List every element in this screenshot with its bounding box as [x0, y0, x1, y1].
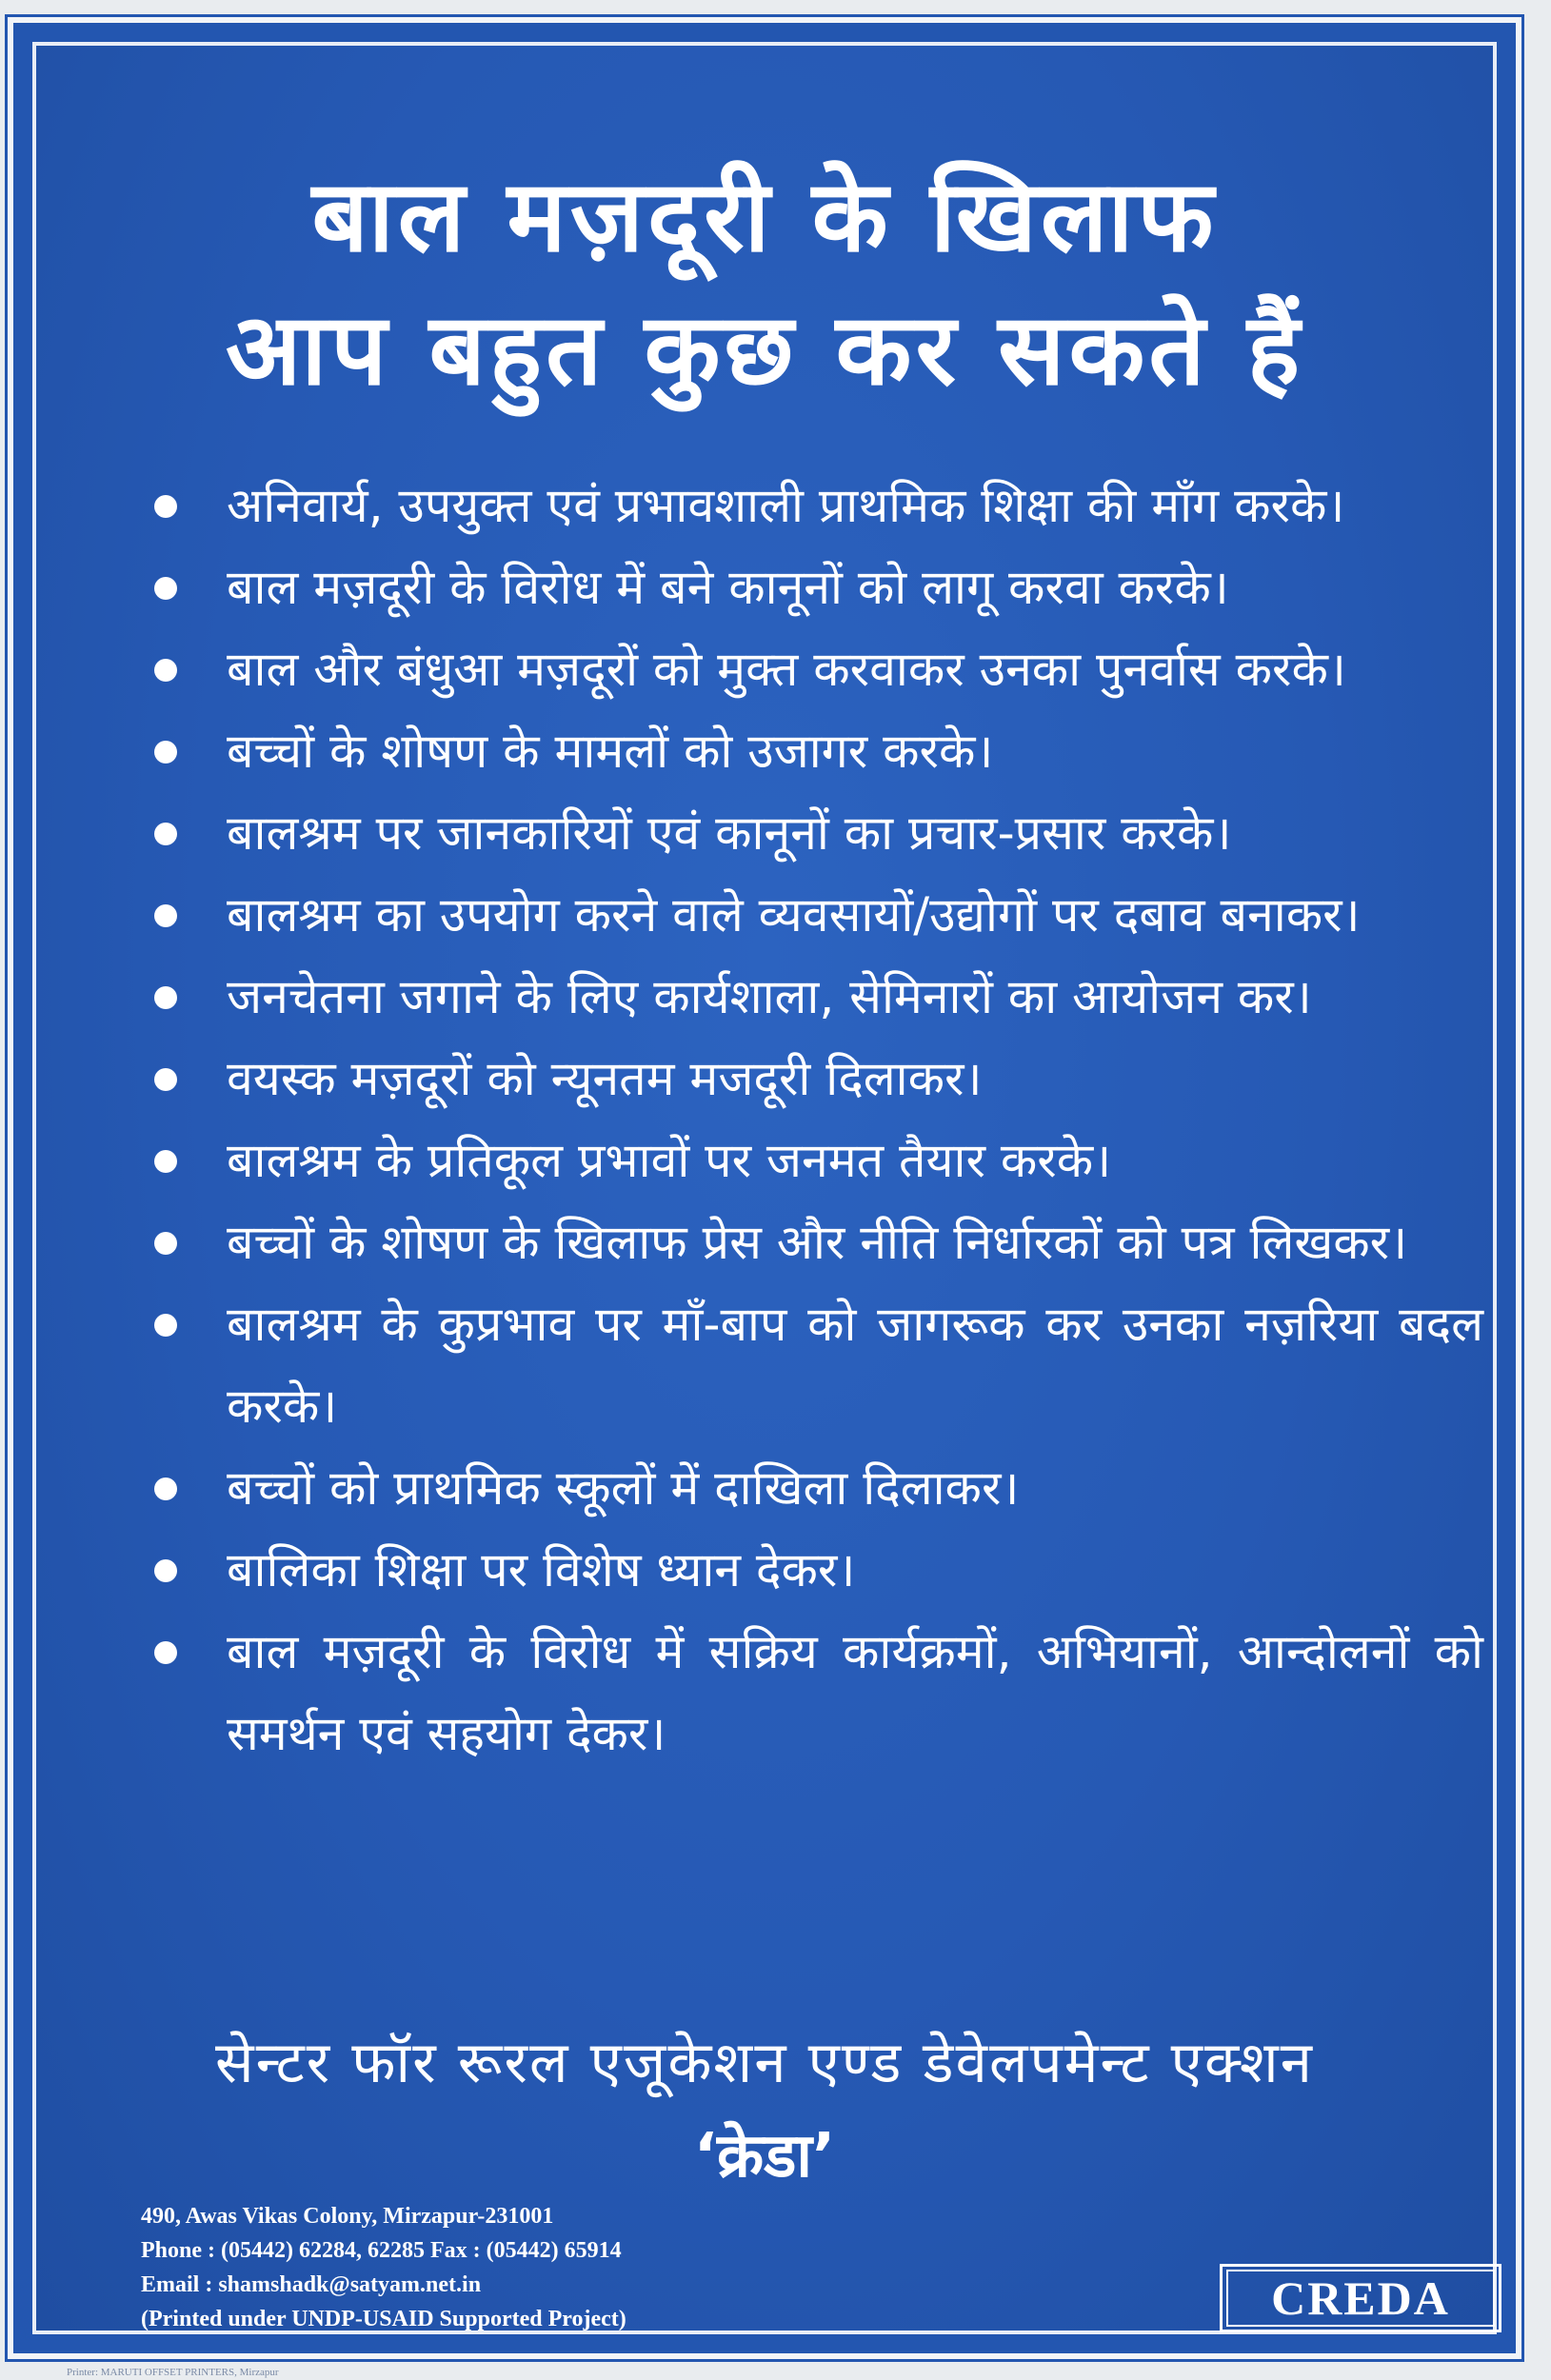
bullet-icon [154, 495, 177, 518]
action-point-text: बाल मज़दूरी के विरोध में सक्रिय कार्यक्रमों, अभियानों, आन्दोलनों को समर्थन एवं सहयोग देकर। [227, 1624, 1483, 1761]
action-point-text: बालिका शिक्षा पर विशेष ध्यान देकर। [227, 1542, 856, 1597]
action-point-text: बच्चों के शोषण के खिलाफ प्रेस और नीति निर्धारकों को पत्र लिखकर। [227, 1215, 1408, 1270]
action-point [141, 1529, 1483, 1611]
title-line-1: बाल मज़दूरी के खिलाफ [311, 158, 1218, 274]
action-point [141, 710, 1483, 792]
bullet-icon [154, 741, 177, 764]
bullet-icon [154, 1068, 177, 1091]
contact-block [141, 2199, 626, 2336]
contact-phone: Phone : (05442) 62284, 62285 Fax : (05442) 65914 [141, 2238, 622, 2263]
action-point [141, 1283, 1483, 1447]
action-point-text: बालश्रम के कुप्रभाव पर माँ-बाप को जागरूक कर उनका नज़रिया बदल करके। [227, 1297, 1483, 1434]
action-point [141, 1038, 1483, 1120]
action-point-text: बालश्रम पर जानकारियों एवं कानूनों का प्रचार-प्रसार करके। [227, 805, 1232, 861]
action-point [141, 628, 1483, 710]
action-point [141, 1120, 1483, 1201]
action-point-text: बाल मज़दूरी के विरोध में बने कानूनों को लागू करवा करके। [227, 560, 1229, 615]
action-point-text: बाल और बंधुआ मज़दूरों को मुक्त करवाकर उनका पुनर्वास करके। [227, 642, 1346, 697]
organization-short-name: ‘क्रेडा’ [693, 2121, 836, 2192]
action-point [141, 792, 1483, 874]
bullet-icon [154, 823, 177, 845]
action-point-text: बच्चों को प्राथमिक स्कूलों में दाखिला दिलाकर। [227, 1460, 1020, 1516]
organization-name: सेन्टर फॉर रूरल एजूकेशन एण्ड डेवेलपमेन्ट एक्शन [215, 2030, 1314, 2096]
contact-email: Email : shamshadk@satyam.net.in [141, 2272, 482, 2297]
creda-logo [1220, 2264, 1501, 2332]
action-point [141, 956, 1483, 1038]
action-point [141, 1611, 1483, 1775]
action-point [141, 1201, 1483, 1283]
poster [8, 17, 1521, 2359]
contact-note: (Printed under UNDP-USAID Supported Project) [141, 2307, 626, 2331]
bullet-icon [154, 1314, 177, 1337]
action-point-text: अनिवार्य, उपयुक्त एवं प्रभावशाली प्राथमिक शिक्षा की माँग करके। [227, 478, 1345, 533]
action-point-text: जनचेतना जगाने के लिए कार्यशाला, सेमिनारों का आयोजन कर। [227, 969, 1312, 1024]
bullet-icon [154, 577, 177, 600]
bullet-icon [154, 1478, 177, 1500]
bullet-icon [154, 904, 177, 927]
title-line-2: आप बहुत कुछ कर सकते हैं [225, 291, 1304, 407]
bullet-icon [154, 1232, 177, 1255]
contact-address: 490, Awas Vikas Colony, Mirzapur-231001 [141, 2204, 554, 2229]
creda-logo-text: CREDA [1226, 2270, 1495, 2327]
bullet-icon [154, 986, 177, 1009]
action-point [141, 874, 1483, 956]
action-point-text: बालश्रम के प्रतिकूल प्रभावों पर जनमत तैयार करके। [227, 1133, 1112, 1188]
action-point-text: वयस्क मज़दूरों को न्यूनतम मजदूरी दिलाकर। [227, 1051, 983, 1106]
action-point [141, 1447, 1483, 1529]
poster-inner-border [32, 42, 1497, 2334]
bullet-icon [154, 1559, 177, 1582]
action-point [141, 465, 1483, 546]
action-point-text: बालश्रम का उपयोग करने वाले व्यवसायों/उद्योगों पर दबाव बनाकर। [227, 887, 1361, 942]
bullet-icon [154, 659, 177, 682]
bullet-icon [154, 1641, 177, 1664]
action-point-text: बच्चों के शोषण के मामलों को उजागर करके। [227, 724, 994, 779]
action-points-list [141, 465, 1483, 1775]
action-point [141, 546, 1483, 628]
printer-credit: Printer: MARUTI OFFSET PRINTERS, Mirzapur [67, 2367, 279, 2378]
bullet-icon [154, 1150, 177, 1173]
